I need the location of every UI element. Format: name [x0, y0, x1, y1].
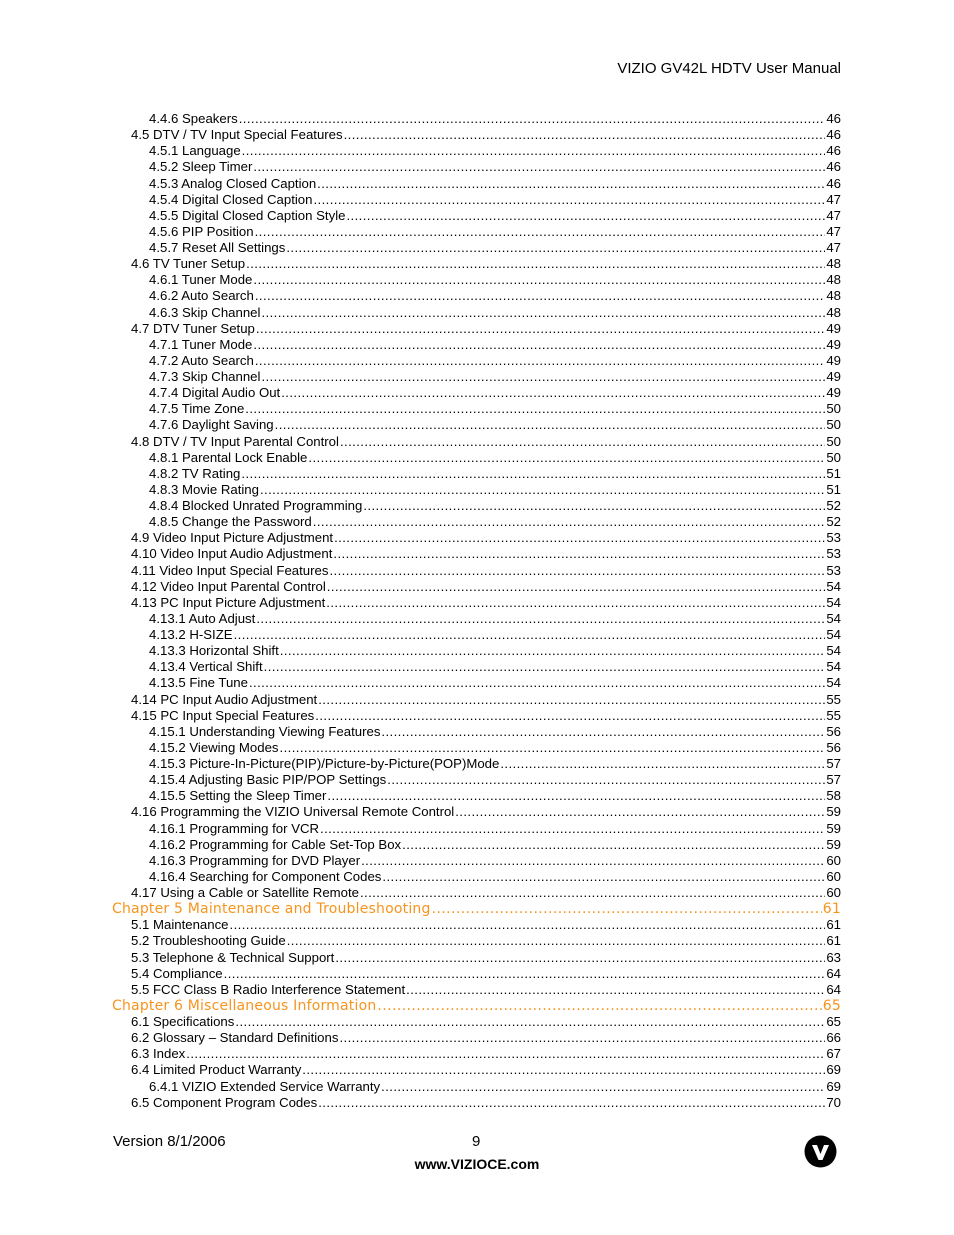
toc-entry-page: 48 — [826, 288, 841, 304]
toc-entry-page: 51 — [826, 481, 841, 497]
toc-leader-dots — [256, 321, 825, 337]
toc-leader-dots — [344, 127, 826, 143]
toc-entry[interactable] — [112, 627, 841, 643]
toc-leader-dots — [256, 611, 825, 627]
toc-entry-page: 67 — [826, 1046, 841, 1062]
toc-entry-title: Chapter 6 Miscellaneous Information — [112, 997, 377, 1014]
toc-entry-page: 58 — [826, 788, 841, 804]
toc-entry[interactable] — [112, 1062, 841, 1078]
toc-entry-page: 49 — [826, 385, 841, 401]
toc-entry[interactable] — [112, 240, 841, 256]
toc-entry[interactable] — [112, 885, 841, 901]
toc-entry-page: 70 — [826, 1094, 841, 1110]
toc-entry-page: 47 — [826, 223, 841, 239]
toc-entry-title: 4.15.4 Adjusting Basic PIP/POP Settings — [149, 772, 387, 788]
toc-entry-title: 4.13.5 Fine Tune — [149, 675, 248, 691]
toc-entry[interactable] — [112, 272, 841, 288]
toc-entry-page: 55 — [826, 707, 841, 723]
toc-entry-page: 46 — [826, 159, 841, 175]
footer-version: Version 8/1/2006 — [113, 1133, 226, 1150]
toc-entry[interactable] — [112, 337, 841, 353]
toc-entry-page: 64 — [826, 981, 841, 997]
toc-entry-page: 55 — [826, 691, 841, 707]
toc-entry-title: 5.5 FCC Class B Radio Interference Statement — [131, 981, 406, 997]
toc-entry-title: 6.4.1 VIZIO Extended Service Warranty — [149, 1078, 381, 1094]
toc-entry-page: 46 — [826, 127, 841, 143]
toc-entry[interactable] — [112, 176, 841, 192]
toc-entry-page: 59 — [826, 804, 841, 820]
toc-leader-dots — [432, 901, 822, 917]
toc-entry-page: 47 — [826, 191, 841, 207]
toc-entry-page: 54 — [826, 675, 841, 691]
toc-leader-dots — [318, 1095, 825, 1111]
toc-entry[interactable] — [112, 692, 841, 708]
toc-entry[interactable] — [112, 434, 841, 450]
toc-entry-title: 5.1 Maintenance — [131, 917, 229, 933]
toc-leader-dots — [329, 563, 825, 579]
toc-entry-title: 4.16.3 Programming for DVD Player — [149, 852, 361, 868]
toc-entry-title: 4.17 Using a Cable or Satellite Remote — [131, 885, 359, 900]
toc-entry-page: 49 — [826, 320, 841, 336]
toc-entry[interactable] — [112, 933, 841, 949]
toc-leader-dots — [230, 917, 826, 933]
toc-entry-title: 4.16 Programming the VIZIO Universal Remote Control — [131, 804, 455, 820]
toc-entry[interactable] — [112, 369, 841, 385]
toc-leader-dots — [275, 417, 826, 433]
toc-leader-dots — [308, 450, 825, 466]
toc-entry-page: 56 — [826, 739, 841, 755]
toc-entry-page: 52 — [826, 514, 841, 530]
toc-entry-title: 6.1 Specifications — [131, 1014, 235, 1029]
toc-entry-title: 4.5.5 Digital Closed Caption Style — [149, 207, 346, 223]
toc-entry-page: 50 — [826, 449, 841, 465]
toc-entry[interactable] — [112, 498, 841, 514]
toc-entry-page: 56 — [826, 723, 841, 739]
toc-leader-dots — [286, 240, 825, 256]
toc-entry-title: 4.7 DTV Tuner Setup — [131, 320, 255, 336]
toc-entry[interactable] — [112, 385, 841, 401]
toc-leader-dots — [264, 659, 826, 675]
toc-leader-dots — [335, 950, 825, 966]
toc-entry-title: 4.14 PC Input Audio Adjustment — [131, 691, 318, 707]
toc-entry-title: 4.15 PC Input Special Features — [131, 707, 315, 723]
toc-entry-title: 4.8.1 Parental Lock Enable — [149, 449, 308, 465]
toc-entry[interactable] — [112, 401, 841, 417]
toc-entry[interactable] — [112, 466, 841, 482]
toc-entry-title: 5.4 Compliance — [131, 965, 223, 981]
toc-entry-page: 47 — [826, 240, 841, 255]
toc-entry[interactable] — [112, 853, 841, 869]
toc-entry-page: 46 — [826, 111, 841, 126]
toc-entry[interactable] — [112, 482, 841, 498]
toc-leader-dots — [253, 272, 825, 288]
toc-entry-title: 4.5.2 Sleep Timer — [149, 159, 253, 175]
toc-entry-page: 54 — [826, 659, 841, 675]
toc-entry[interactable] — [112, 1030, 841, 1046]
toc-entry[interactable] — [112, 256, 841, 272]
page-header-title: VIZIO GV42L HDTV User Manual — [617, 60, 841, 77]
table-of-contents — [112, 111, 841, 1111]
toc-entry[interactable] — [112, 708, 841, 724]
footer-page-number: 9 — [472, 1133, 481, 1150]
toc-leader-dots — [239, 111, 826, 127]
toc-entry[interactable] — [112, 659, 841, 675]
toc-leader-dots — [261, 305, 825, 321]
toc-entry-title: 5.2 Troubleshooting Guide — [131, 933, 286, 949]
toc-entry-title: 4.6.3 Skip Channel — [149, 304, 261, 320]
toc-entry[interactable] — [112, 917, 841, 933]
toc-entry-page: 59 — [826, 820, 841, 836]
toc-entry[interactable] — [112, 127, 841, 143]
toc-entry-title: 4.16.2 Programming for Cable Set-Top Box — [149, 836, 402, 852]
toc-leader-dots — [280, 740, 826, 756]
toc-leader-dots — [302, 1062, 825, 1078]
toc-entry-page: 49 — [826, 352, 841, 368]
toc-entry-title: 4.13.2 H-SIZE — [149, 627, 233, 642]
toc-entry-page: 57 — [826, 756, 841, 771]
toc-entry[interactable] — [112, 675, 841, 691]
toc-entry[interactable] — [112, 305, 841, 321]
toc-entry[interactable] — [112, 950, 841, 966]
toc-entry-page: 66 — [826, 1030, 841, 1046]
toc-leader-dots — [186, 1046, 825, 1062]
toc-leader-dots — [377, 998, 821, 1014]
toc-entry-page: 57 — [826, 772, 841, 788]
toc-entry-page: 48 — [826, 256, 841, 272]
toc-entry[interactable] — [112, 740, 841, 756]
toc-entry[interactable] — [112, 869, 841, 885]
toc-entry-page: 63 — [826, 949, 841, 965]
toc-entry[interactable] — [112, 837, 841, 853]
toc-entry-title: 4.13.1 Auto Adjust — [149, 610, 256, 626]
toc-leader-dots — [334, 530, 825, 546]
toc-leader-dots — [381, 1079, 825, 1095]
toc-entry[interactable] — [112, 1079, 841, 1095]
toc-entry-page: 64 — [826, 965, 841, 981]
toc-entry[interactable] — [112, 530, 841, 546]
toc-entry[interactable] — [112, 595, 841, 611]
toc-leader-dots — [361, 853, 825, 869]
toc-entry-title: 4.8.4 Blocked Unrated Programming — [149, 498, 363, 513]
toc-entry[interactable] — [112, 224, 841, 240]
toc-entry-title: 6.5 Component Program Codes — [131, 1094, 318, 1110]
toc-entry-page: 60 — [826, 868, 841, 884]
toc-chapter-entry[interactable] — [112, 998, 841, 1014]
toc-entry-title: 4.4.6 Speakers — [149, 111, 238, 126]
toc-leader-dots — [261, 369, 825, 385]
toc-entry[interactable] — [112, 192, 841, 208]
toc-entry[interactable] — [112, 821, 841, 837]
toc-entry-title: 4.7.2 Auto Search — [149, 352, 254, 368]
toc-entry-page: 49 — [826, 336, 841, 352]
toc-leader-dots — [255, 288, 825, 304]
toc-leader-dots — [260, 482, 825, 498]
toc-entry-title: 4.16.4 Searching for Component Codes — [149, 868, 382, 884]
toc-entry-page: 52 — [826, 498, 841, 513]
toc-entry-page: 65 — [826, 1014, 841, 1029]
toc-entry[interactable] — [112, 546, 841, 562]
toc-entry-title: 4.7.4 Digital Audio Out — [149, 385, 281, 401]
toc-leader-dots — [242, 143, 826, 159]
toc-leader-dots — [249, 675, 825, 691]
toc-entry-title: 6.4 Limited Product Warranty — [131, 1062, 302, 1078]
toc-leader-dots — [340, 434, 825, 450]
toc-entry-title: 4.5 DTV / TV Input Special Features — [131, 127, 343, 143]
toc-leader-dots — [326, 595, 825, 611]
toc-entry[interactable] — [112, 982, 841, 998]
toc-entry-title: 6.3 Index — [131, 1046, 186, 1062]
toc-leader-dots — [281, 385, 825, 401]
toc-entry-page: 48 — [826, 272, 841, 288]
toc-entry-page: 69 — [826, 1078, 841, 1094]
toc-entry-title: 4.5.6 PIP Position — [149, 223, 254, 239]
toc-entry-page: 59 — [826, 836, 841, 852]
toc-entry-title: 4.8 DTV / TV Input Parental Control — [131, 433, 339, 449]
toc-chapter-entry[interactable] — [112, 901, 841, 917]
toc-entry-title: 4.13.4 Vertical Shift — [149, 659, 263, 675]
toc-entry-page: 65 — [822, 997, 841, 1014]
toc-entry-title: 4.13 PC Input Picture Adjustment — [131, 594, 326, 610]
toc-leader-dots — [234, 627, 826, 643]
toc-entry-title: 4.16.1 Programming for VCR — [149, 820, 320, 836]
toc-entry-page: 53 — [826, 562, 841, 578]
toc-entry-page: 54 — [826, 578, 841, 594]
toc-entry[interactable] — [112, 1046, 841, 1062]
toc-leader-dots — [280, 643, 826, 659]
toc-entry-page: 53 — [826, 546, 841, 562]
toc-entry[interactable] — [112, 417, 841, 433]
toc-entry-title: 4.15.1 Understanding Viewing Features — [149, 723, 381, 739]
toc-entry-page: 46 — [826, 175, 841, 191]
toc-entry-page: 54 — [826, 594, 841, 610]
toc-entry[interactable] — [112, 579, 841, 595]
toc-leader-dots — [255, 224, 826, 240]
toc-entry-page: 61 — [826, 933, 841, 949]
toc-leader-dots — [360, 885, 825, 901]
toc-entry-page: 50 — [826, 401, 841, 417]
toc-leader-dots — [402, 837, 825, 853]
toc-entry-title: 4.6 TV Tuner Setup — [131, 256, 246, 272]
toc-entry[interactable] — [112, 208, 841, 224]
toc-leader-dots — [241, 466, 825, 482]
toc-leader-dots — [387, 772, 825, 788]
toc-leader-dots — [363, 498, 825, 514]
toc-entry[interactable] — [112, 143, 841, 159]
toc-entry-title: 4.8.5 Change the Password — [149, 514, 312, 530]
toc-entry-page: 54 — [826, 627, 841, 642]
toc-leader-dots — [255, 353, 825, 369]
toc-entry[interactable] — [112, 611, 841, 627]
toc-entry-title: 4.15.3 Picture-In-Picture(PIP)/Picture-by-Picture(POP)Mode — [149, 756, 500, 771]
toc-leader-dots — [333, 546, 825, 562]
footer-url: www.VIZIOCE.com — [414, 1156, 540, 1172]
toc-leader-dots — [406, 982, 825, 998]
toc-entry[interactable] — [112, 1095, 841, 1111]
toc-entry-title: 4.5.7 Reset All Settings — [149, 240, 286, 255]
toc-entry-title: Chapter 5 Maintenance and Troubleshooting — [112, 901, 431, 918]
toc-entry-page: 47 — [826, 207, 841, 223]
toc-entry[interactable] — [112, 111, 841, 127]
toc-leader-dots — [253, 337, 825, 353]
toc-entry-page: 49 — [826, 369, 841, 384]
toc-entry[interactable] — [112, 353, 841, 369]
toc-leader-dots — [455, 804, 825, 820]
toc-entry-title: 4.5.4 Digital Closed Caption — [149, 191, 313, 207]
toc-entry-title: 6.2 Glossary – Standard Definitions — [131, 1030, 339, 1046]
toc-entry[interactable] — [112, 514, 841, 530]
toc-entry-title: 4.8.3 Movie Rating — [149, 481, 259, 497]
toc-entry[interactable] — [112, 1014, 841, 1030]
toc-leader-dots — [346, 208, 825, 224]
toc-leader-dots — [381, 724, 825, 740]
toc-entry-title: 4.6.1 Tuner Mode — [149, 272, 253, 288]
toc-entry-title: 4.8.2 TV Rating — [149, 465, 241, 481]
toc-leader-dots — [224, 966, 826, 982]
toc-entry[interactable] — [112, 804, 841, 820]
toc-leader-dots — [318, 692, 825, 708]
toc-entry-page: 48 — [826, 304, 841, 320]
toc-entry-title: 4.6.2 Auto Search — [149, 288, 254, 304]
toc-entry-page: 51 — [826, 465, 841, 481]
toc-entry-page: 54 — [826, 643, 841, 659]
toc-entry-title: 4.13.3 Horizontal Shift — [149, 643, 279, 659]
toc-leader-dots — [287, 933, 826, 949]
toc-leader-dots — [246, 256, 825, 272]
toc-leader-dots — [339, 1030, 825, 1046]
toc-leader-dots — [313, 192, 825, 208]
toc-entry-title: 4.9 Video Input Picture Adjustment — [131, 530, 334, 546]
toc-entry[interactable] — [112, 966, 841, 982]
toc-entry[interactable] — [112, 772, 841, 788]
toc-entry-title: 4.5.1 Language — [149, 143, 241, 159]
toc-entry[interactable] — [112, 321, 841, 337]
toc-leader-dots — [313, 514, 826, 530]
toc-leader-dots — [320, 821, 825, 837]
toc-entry[interactable] — [112, 788, 841, 804]
toc-entry[interactable] — [112, 159, 841, 175]
toc-entry-title: 4.11 Video Input Special Features — [131, 562, 329, 578]
toc-entry-title: 4.15.2 Viewing Modes — [149, 739, 279, 755]
toc-entry-title: 4.5.3 Analog Closed Caption — [149, 175, 317, 191]
toc-entry[interactable] — [112, 756, 841, 772]
toc-leader-dots — [235, 1014, 825, 1030]
toc-leader-dots — [315, 708, 825, 724]
toc-entry-page: 61 — [822, 901, 841, 918]
toc-leader-dots — [317, 176, 825, 192]
toc-entry[interactable] — [112, 643, 841, 659]
toc-entry[interactable] — [112, 724, 841, 740]
toc-leader-dots — [327, 579, 826, 595]
toc-entry[interactable] — [112, 450, 841, 466]
toc-entry[interactable] — [112, 563, 841, 579]
toc-leader-dots — [245, 401, 825, 417]
toc-entry-title: 4.7.1 Tuner Mode — [149, 336, 253, 352]
toc-entry-title: 4.7.6 Daylight Saving — [149, 417, 274, 433]
toc-entry-page: 60 — [826, 885, 841, 900]
toc-entry-title: 5.3 Telephone & Technical Support — [131, 949, 335, 965]
toc-entry-title: 4.12 Video Input Parental Control — [131, 578, 326, 594]
toc-leader-dots — [253, 159, 825, 175]
toc-leader-dots — [382, 869, 825, 885]
toc-entry-page: 60 — [826, 852, 841, 868]
toc-entry-page: 46 — [826, 143, 841, 159]
toc-entry-page: 50 — [826, 417, 841, 433]
toc-entry-title: 4.15.5 Setting the Sleep Timer — [149, 788, 327, 804]
toc-entry-title: 4.10 Video Input Audio Adjustment — [131, 546, 333, 562]
toc-leader-dots — [327, 788, 825, 804]
toc-entry-page: 69 — [826, 1062, 841, 1078]
toc-entry-page: 53 — [826, 530, 841, 546]
toc-entry-title: 4.7.5 Time Zone — [149, 401, 245, 417]
vizio-logo-icon — [804, 1135, 837, 1168]
toc-leader-dots — [500, 756, 825, 772]
toc-entry-title: 4.7.3 Skip Channel — [149, 369, 261, 384]
toc-entry-page: 50 — [826, 433, 841, 449]
toc-entry-page: 61 — [826, 917, 841, 933]
toc-entry-page: 54 — [826, 610, 841, 626]
toc-entry[interactable] — [112, 288, 841, 304]
